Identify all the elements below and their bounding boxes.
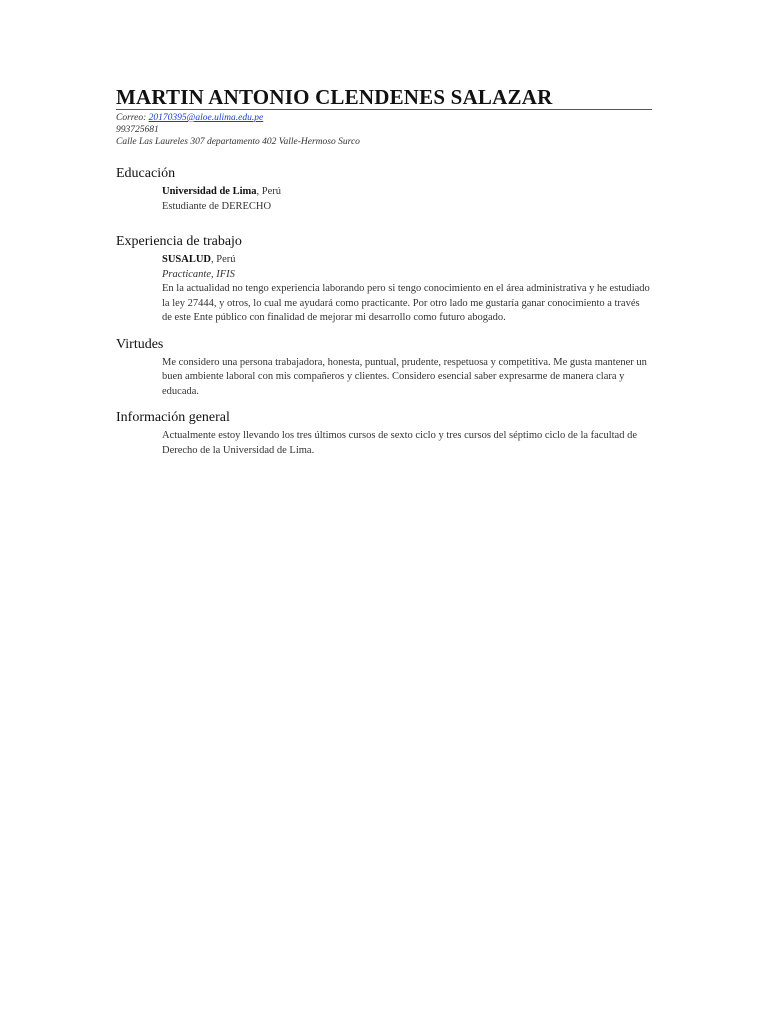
full-name: MARTIN ANTONIO CLENDENES SALAZAR — [116, 86, 652, 110]
experience-location: , Perú — [211, 254, 236, 265]
virtues-title: Virtudes — [116, 336, 164, 352]
education-detail: Estudiante de DERECHO — [162, 200, 272, 212]
email-line — [116, 112, 652, 124]
address: Calle Las Laureles 307 departamento 402 Valle-Hermoso Surco — [116, 137, 360, 147]
education-section — [116, 166, 652, 214]
education-location: , Perú — [256, 186, 282, 197]
experience-description: En la actualidad no tengo experiencia laborando pero si tengo conocimiento en el área administrativa y he estudiado la ley 27444, y otros, lo cual me ayudará como practicante. Por otro lado me gustaría ganar conocimiento a través de este Ente público con finalidad de mejorar mi desarrollo como futuro abogado. — [162, 283, 650, 323]
education-institution-line — [162, 185, 652, 200]
virtues-text: Me considero una persona trabajadora, honesta, puntual, prudente, respetuosa y competitiva. Me gusta mantener un buen ambiente laboral con mis compañeros y clientes. Considero esencial saber expresarme de manera clara y educada. — [162, 356, 647, 397]
virtues-section — [116, 337, 652, 400]
general-info-text: Actualmente estoy llevando los tres últimos cursos de sexto ciclo y tres cursos del séptimo ciclo de la facultad de Derecho de la Universidad de Lima. — [162, 430, 637, 456]
general-info-section — [116, 410, 652, 458]
phone: 993725681 — [116, 125, 159, 135]
email-label: Correo: — [116, 113, 147, 123]
education-title: Educación — [116, 166, 176, 181]
general-info-title: Información general — [116, 410, 230, 425]
contact-block — [116, 112, 652, 148]
experience-body — [162, 253, 652, 326]
education-body — [162, 185, 652, 214]
resume-page — [116, 86, 652, 458]
education-institution: Universidad de Lima — [162, 186, 257, 197]
experience-role: Practicante, IFIS — [162, 268, 235, 280]
email-link[interactable]: 20170395@aloe.ulima.edu.pe — [148, 113, 264, 123]
experience-company-line — [162, 253, 652, 268]
experience-company: SUSALUD — [162, 254, 212, 265]
experience-title: Experiencia de trabajo — [116, 234, 242, 249]
experience-section — [116, 234, 652, 326]
